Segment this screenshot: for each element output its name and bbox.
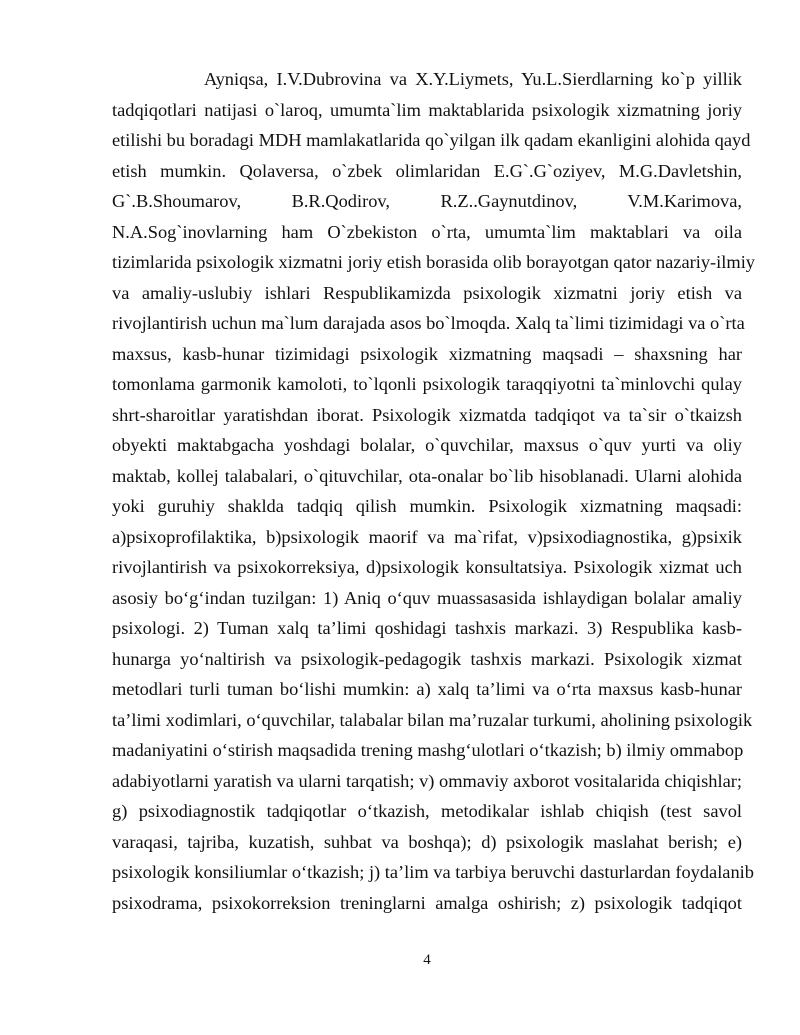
text-line: N.A.Sog`inovlarning ham O`zbekiston o`rta, umumta`lim maktablari va oila — [112, 221, 742, 242]
text-line: etilishi bu boradagi MDH mamlakatlarida qo`yilgan ilk qadam ekanligini alohida qayd — [112, 130, 751, 150]
text-line: tizimlarida psixologik xizmatni joriy etish borasida olib borayotgan qator nazariy-ilmiy — [112, 252, 756, 272]
text-line: tomonlama garmonik kamoloti, to`lqonli psixologik taraqqiyotni ta`minlovchi qulay — [112, 374, 742, 394]
text-line: Ayniqsa, I.V.Dubrovina va X.Y.Liymets, Yu.L.Sierdlarning ko`p yillik — [204, 69, 742, 89]
text-line: metodlari turli tuman bo‘lishi mumkin: a) xalq ta’limi va o‘rta maxsus kasb-hunar — [112, 679, 742, 699]
text-line: rivojlantirish va psixokorreksiya, d)psixologik konsultatsiya. Psixologik xizmat uch — [112, 557, 742, 577]
text-line: maxsus, kasb-hunar tizimidagi psixologik xizmatning maqsadi – shaxsning har — [112, 343, 742, 364]
text-line: madaniyatini o‘stirish maqsadida trening mashg‘ulotlari o‘tkazish; b) ilmiy ommabop — [112, 740, 744, 760]
text-line: hunarga yo‘naltirish va psixologik-pedagogik tashxis markazi. Psixologik xizmat — [112, 648, 742, 669]
text-line: rivojlantirish uchun ma`lum darajada asos bo`lmoqda. Xalq ta`limi tizimidagi va o`rta — [112, 313, 745, 333]
text-line: etish mumkin. Qolaversa, o`zbek olimlaridan E.G`.G`oziyev, M.G.Davletshin, — [112, 160, 742, 181]
text-line: psixologi. 2) Tuman xalq ta’limi qoshidagi tashxis markazi. 3) Respublika kasb- — [112, 618, 742, 638]
body-paragraph — [112, 64, 756, 918]
text-line: tadqiqotlari natijasi o`laroq, umumta`lim maktablarida psixologik xizmatning joriy — [112, 99, 742, 120]
text-line: g) psixodiagnostik tadqiqotlar o‘tkazish, metodikalar ishlab chiqish (test savol — [112, 801, 742, 821]
text-line: a)psixoprofilaktika, b)psixologik maorif va ma`rifat, v)psixodiagnostika, g)psixik — [112, 526, 742, 547]
text-line: psixologik konsiliumlar o‘tkazish; j) ta’lim va tarbiya beruvchi dasturlardan foydalanib — [112, 862, 754, 882]
text-line: G`.B.Shoumarov, B.R.Qodirov, R.Z..Gaynutdinov, V.M.Karimova, — [112, 191, 742, 211]
text-line: maktab, kollej talabalari, o`qituvchilar, ota-onalar bo`lib hisoblanadi. Ularni alohida — [112, 465, 742, 486]
text-line: va amaliy-uslubiy ishlari Respublikamizda psixologik xizmatni joriy etish va — [112, 282, 742, 303]
text-line: shrt-sharoitlar yaratishdan iborat. Psixologik xizmatda tadqiqot va ta`sir o`tkaizsh — [112, 404, 742, 425]
text-line: obyekti maktabgacha yoshdagi bolalar, o`quvchilar, maxsus o`quv yurti va oliy — [112, 435, 742, 455]
text-line: psixodrama, psixokorreksion treninglarni amalga oshirish; z) psixologik tadqiqot — [112, 892, 742, 913]
text-line: adabiyotlarni yaratish va ularni tarqatish; v) ommaviy axborot vositalarida chiqishlar; — [112, 770, 742, 791]
text-line: yoki guruhiy shaklda tadqiq qilish mumkin. Psixologik xizmatning maqsadi: — [112, 496, 742, 516]
page-number: 4 — [423, 952, 431, 968]
text-line: varaqasi, tajriba, kuzatish, suhbat va boshqa); d) psixologik maslahat berish; e) — [112, 831, 742, 852]
text-line: ta’limi xodimlari, o‘quvchilar, talabalar bilan ma’ruzalar turkumi, aholining psixologik — [112, 709, 753, 730]
text-line: asosiy bo‘g‘indan tuzilgan: 1) Aniq o‘quv muassasasida ishlaydigan bolalar amaliy — [112, 587, 742, 608]
